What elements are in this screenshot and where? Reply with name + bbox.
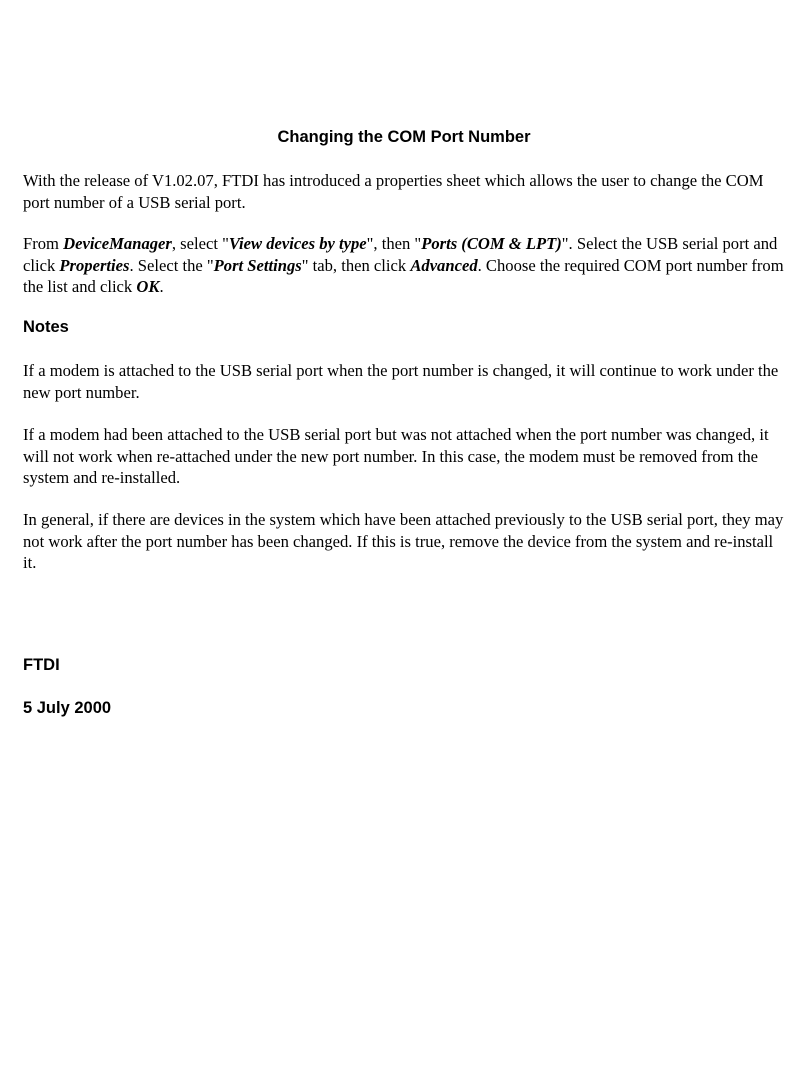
port-settings-term: Port Settings xyxy=(213,255,302,275)
instructions-text: From xyxy=(23,234,64,253)
ports-term: Ports (COM & LPT) xyxy=(421,234,562,253)
instructions-text: ". Select the USB serial port and click xyxy=(23,234,778,275)
instructions-text: . Select the " xyxy=(129,255,214,275)
ok-term: OK xyxy=(136,277,160,296)
notes-heading: Notes xyxy=(23,318,69,336)
note-paragraph: If a modem had been attached to the USB serial port but was not attached when the port number was changed, it will not work when re-attached under the new port number. In this case, the modem must be removed from the system and re-installed. xyxy=(23,425,769,487)
note-paragraph: In general, if there are devices in the system which have been attached previously to the USB serial port, they may not work after the port number has been changed. If this is true, remove the device from the system and re-install it. xyxy=(23,510,784,572)
advanced-term: Advanced xyxy=(410,255,478,275)
properties-term: Properties xyxy=(59,255,130,275)
instructions-paragraph xyxy=(23,233,785,298)
instructions-text: , select " xyxy=(171,234,229,253)
device-manager-term: DeviceManager xyxy=(63,234,172,253)
intro-paragraph: With the release of V1.02.07, FTDI has introduced a properties sheet which allows the user to change the COM port number of a USB serial port. xyxy=(23,171,764,212)
note-paragraph: If a modem is attached to the USB serial port when the port number is changed, it will continue to work under the new port number. xyxy=(23,361,779,402)
footer-company: FTDI xyxy=(23,656,60,674)
instructions-text: " tab, then click xyxy=(301,255,411,275)
instructions-text: ", then " xyxy=(366,234,422,253)
footer-date: 5 July 2000 xyxy=(23,699,112,717)
instructions-text: . Choose the required COM port number from the list and click xyxy=(23,255,784,296)
view-devices-term: View devices by type xyxy=(228,234,367,253)
instructions-text: . xyxy=(159,277,164,296)
page-title: Changing the COM Port Number xyxy=(277,128,531,146)
